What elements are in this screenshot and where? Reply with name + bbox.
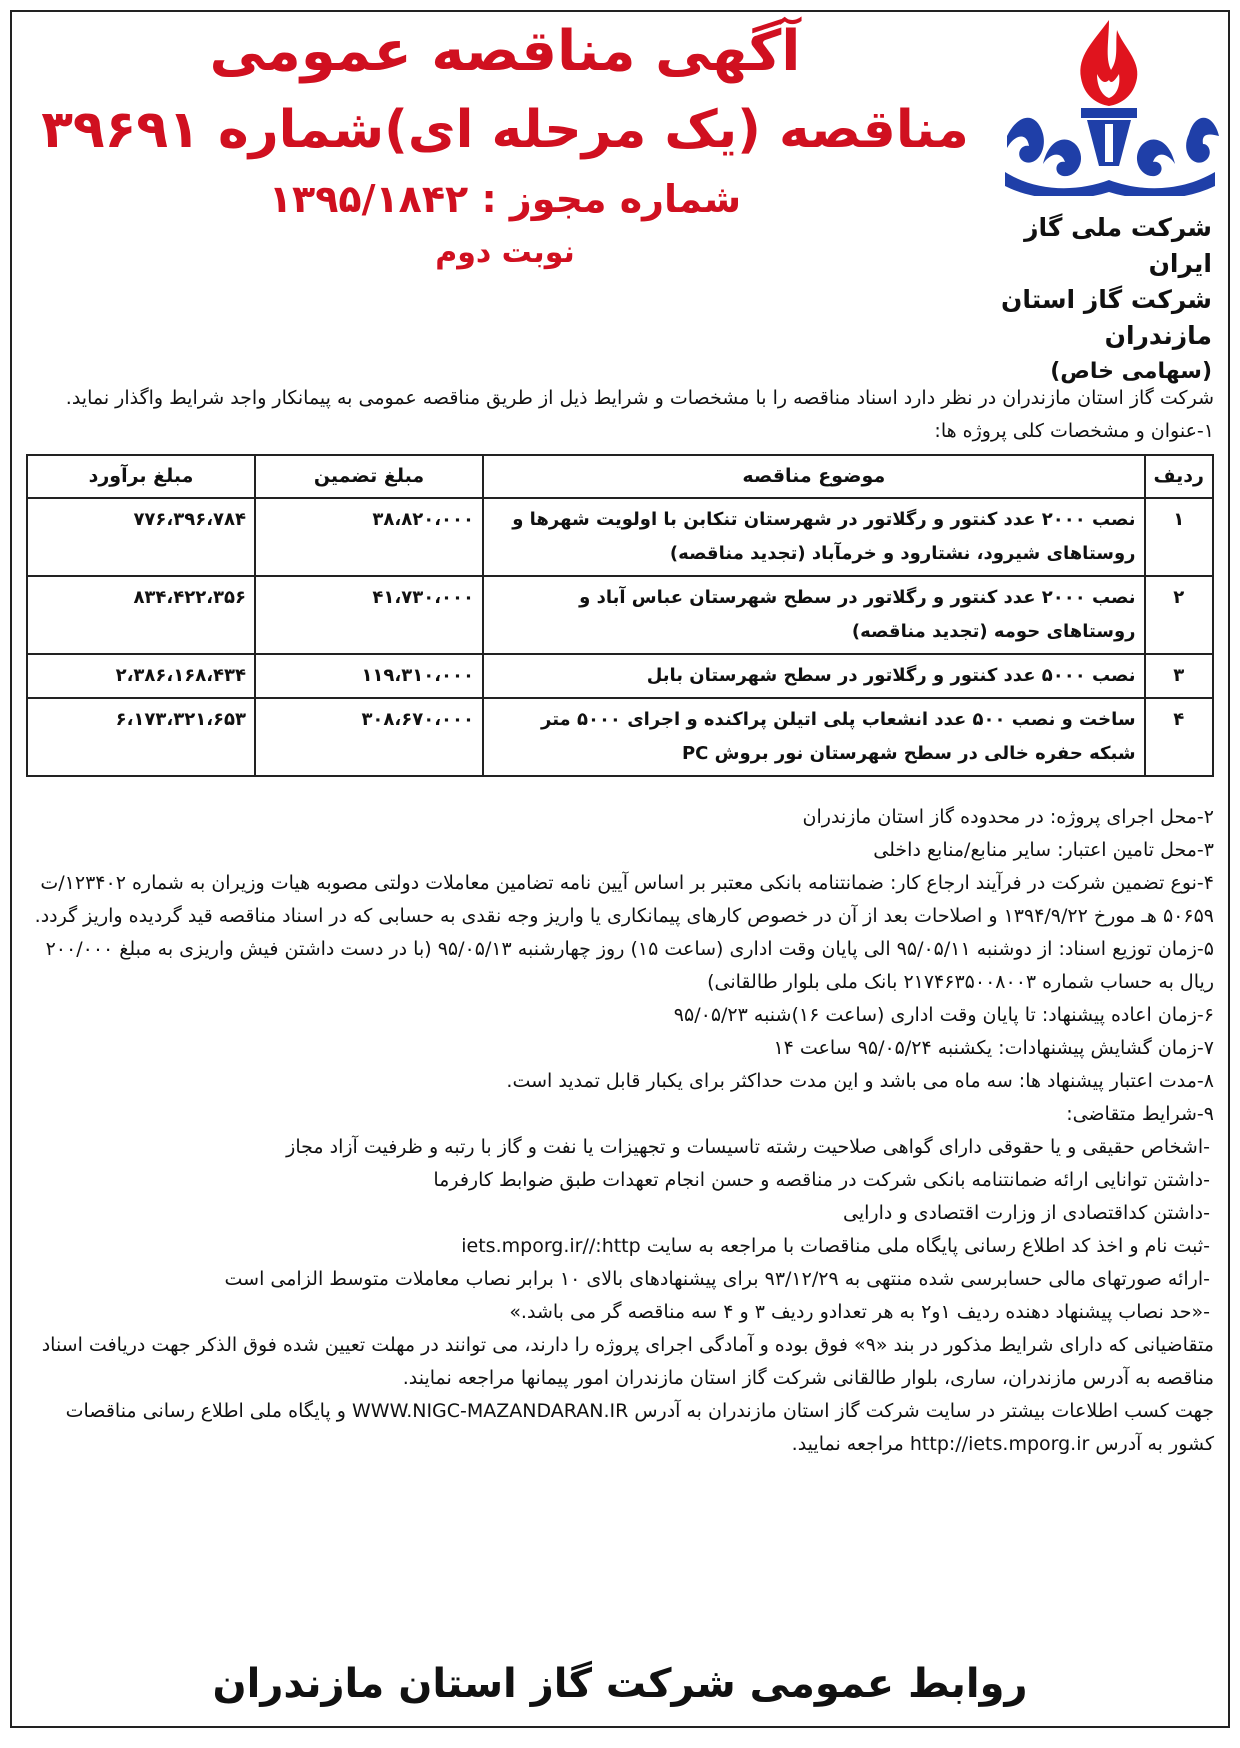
row-subject: نصب ۵۰۰۰ عدد کنتور و رگلاتور در سطح شهرستان بابل bbox=[483, 654, 1145, 698]
item-7-opening-time: ۷-زمان گشایش پیشنهادات: یکشنبه ۹۵/۰۵/۲۴ ساعت ۱۴ bbox=[773, 1037, 1214, 1059]
header-estimate: مبلغ برآورد bbox=[27, 455, 255, 498]
row-subject: نصب ۲۰۰۰ عدد کنتور و رگلاتور در شهرستان تنکابن با اولویت شهرها و روستاهای شیرود، نشتارود و خرمآباد (تجدید مناقصه) bbox=[483, 498, 1145, 576]
tender-number-title: مناقصه (یک مرحله ای)شماره ۳۹۶۹۱ bbox=[41, 100, 969, 160]
row-number: ۲ bbox=[1145, 576, 1213, 654]
table-row bbox=[27, 698, 1213, 776]
header-guarantee: مبلغ تضمین bbox=[255, 455, 483, 498]
row-estimate: ۶،۱۷۳،۳۲۱،۶۵۳ bbox=[27, 698, 255, 776]
round-label: نوبت دوم bbox=[435, 235, 575, 270]
table-row bbox=[27, 498, 1213, 576]
item-8-validity: ۸-مدت اعتبار پیشنهاد ها: سه ماه می باشد و این مدت حداکثر برای یکبار قابل تمدید است. bbox=[506, 1070, 1214, 1092]
title-block bbox=[32, 12, 978, 276]
table-row bbox=[27, 576, 1213, 654]
item-3-funding: ۳-محل تامین اعتبار: سایر منابع/منابع داخلی bbox=[873, 839, 1214, 861]
notice-title: آگهی مناقصه عمومی bbox=[209, 19, 801, 84]
condition-item: -«حد نصاب پیشنهاد دهنده ردیف ۱و۲ به هر تعدادو ردیف ۳ و ۴ سه مناقصه گر می باشد.» bbox=[509, 1301, 1210, 1323]
row-guarantee: ۴۱،۷۳۰،۰۰۰ bbox=[255, 576, 483, 654]
tenders-table bbox=[26, 454, 1214, 777]
intro-paragraph: شرکت گاز استان مازندران در نظر دارد اسناد مناقصه را با مشخصات و شرایط ذیل از طریق مناقصه عمومی به پیمانکار واجد شرایط واگذار نماید. bbox=[65, 387, 1214, 409]
tender-notice bbox=[10, 10, 1230, 1728]
condition-item: -داشتن توانایی ارائه ضمانتنامه بانکی شرکت در مناقصه و حسن انجام تعهدات طبق ضوابط کارفرما bbox=[433, 1169, 1210, 1191]
header-subject: موضوع مناقصه bbox=[483, 455, 1145, 498]
company-line-2: شرکت گاز استان مازندران bbox=[1001, 285, 1212, 350]
item-2-location: ۲-محل اجرای پروژه: در محدوده گاز استان مازندران bbox=[802, 806, 1214, 828]
item-9-conditions-title: ۹-شرایط متقاضی: bbox=[1066, 1103, 1214, 1125]
header bbox=[12, 12, 1228, 382]
item-5-distribution-time: ۵-زمان توزیع اسناد: از دوشنبه ۹۵/۰۵/۱۱ الی پایان وقت اداری (ساعت ۱۵) روز چهارشنبه ۹۵/۰۵/۱۳ (با در دست داشتن فیش واریزی به مبلغ ۲۰۰/۰۰۰ ریال به حساب شماره ۲۱۷۴۶۳۵۰۰۸۰۰۳ بانک ملی بلوار طالقانی) bbox=[45, 938, 1214, 993]
row-subject: نصب ۲۰۰۰ عدد کنتور و رگلاتور در سطح شهرستان عباس آباد و روستاهای حومه (تجدید مناقصه) bbox=[483, 576, 1145, 654]
header-row-number: ردیف bbox=[1145, 455, 1213, 498]
nigc-logo-icon bbox=[997, 16, 1222, 196]
row-guarantee: ۳۰۸،۶۷۰،۰۰۰ bbox=[255, 698, 483, 776]
row-subject: ساخت و نصب ۵۰۰ عدد انشعاب پلی اتیلن پراکنده و اجرای ۵۰۰۰ متر شبکه حفره خالی در سطح شهرستان نور بروش PC bbox=[483, 698, 1145, 776]
item-6-return-time: ۶-زمان اعاده پیشنهاد: تا پایان وقت اداری (ساعت ۱۶)شنبه ۹۵/۰۵/۲۳ bbox=[673, 1004, 1214, 1026]
row-estimate: ۷۷۶،۳۹۶،۷۸۴ bbox=[27, 498, 255, 576]
condition-item: -داشتن کداقتصادی از وزارت اقتصادی و دارایی bbox=[843, 1202, 1210, 1224]
row-number: ۱ bbox=[1145, 498, 1213, 576]
row-number: ۳ bbox=[1145, 654, 1213, 698]
condition-item: -ثبت نام و اخذ کد اطلاع رسانی پایگاه ملی مناقصات با مراجعه به سایت iets.mporg.ir//:http bbox=[461, 1235, 1210, 1257]
row-estimate: ۸۳۴،۴۲۲،۳۵۶ bbox=[27, 576, 255, 654]
applicants-paragraph: متقاضیانی که دارای شرایط مذکور در بند «۹» فوق بوده و آمادگی اجرای پروژه را دارند، می توانند در مهلت تعیین شده فوق الذکر جهت دریافت اسناد مناقصه به آدرس مازندران، ساری، بلوار طالقانی شرکت گاز استان مازندران امور پیمانها مراجعه نمایند. bbox=[41, 1334, 1214, 1389]
footer-signature: روابط عمومی شرکت گاز استان مازندران bbox=[212, 1661, 1028, 1707]
section-1-title: ۱-عنوان و مشخصات کلی پروژه ها: bbox=[934, 420, 1214, 442]
condition-item: -اشخاص حقیقی و یا حقوقی دارای گواهی صلاحیت رشته تاسیسات و تجهیزات یا نفت و گاز با رتبه و ظرفیت آزاد مجاز bbox=[286, 1136, 1210, 1158]
permit-number: شماره مجوز : ۱۳۹۵/۱۸۴۲ bbox=[268, 177, 742, 221]
table-row bbox=[27, 654, 1213, 698]
company-line-1: شرکت ملی گاز ایران bbox=[1024, 213, 1212, 278]
more-info-paragraph: جهت کسب اطلاعات بیشتر در سایت شرکت گاز استان مازندران به آدرس WWW.NIGC-MAZANDARAN.IR و پایگاه ملی اطلاع رسانی مناقصات کشور به آدرس http://iets.mporg.ir مراجعه نمایید. bbox=[65, 1400, 1214, 1455]
row-guarantee: ۱۱۹،۳۱۰،۰۰۰ bbox=[255, 654, 483, 698]
row-estimate: ۲،۳۸۶،۱۶۸،۴۳۴ bbox=[27, 654, 255, 698]
company-line-3: (سهامی خاص) bbox=[1050, 359, 1212, 384]
item-4-guarantee-type: ۴-نوع تضمین شرکت در فرآیند ارجاع کار: ضمانتنامه بانکی معتبر بر اساس آیین نامه تضامین معاملات دولتی مصوبه هیات وزیران به شماره ۱۲۳۴۰۲/ت ۵۰۶۵۹ هـ مورخ ۱۳۹۴/۹/۲۲ و اصلاحات بعد از آن در خصوص کارهای پیمانکاری یا واریز وجه نقدی به حسابی که در اسناد مناقصه قید گردیده واریز گردد. bbox=[34, 872, 1214, 927]
table-header-row bbox=[27, 455, 1213, 498]
company-block bbox=[962, 210, 1212, 390]
row-number: ۴ bbox=[1145, 698, 1213, 776]
row-guarantee: ۳۸،۸۲۰،۰۰۰ bbox=[255, 498, 483, 576]
condition-item: -ارائه صورتهای مالی حسابرسی شده منتهی به ۹۳/۱۲/۲۹ برای پیشنهادهای بالای ۱۰ برابر نصاب معاملات متوسط الزامی است bbox=[224, 1268, 1210, 1290]
notice-body bbox=[12, 382, 1228, 1461]
